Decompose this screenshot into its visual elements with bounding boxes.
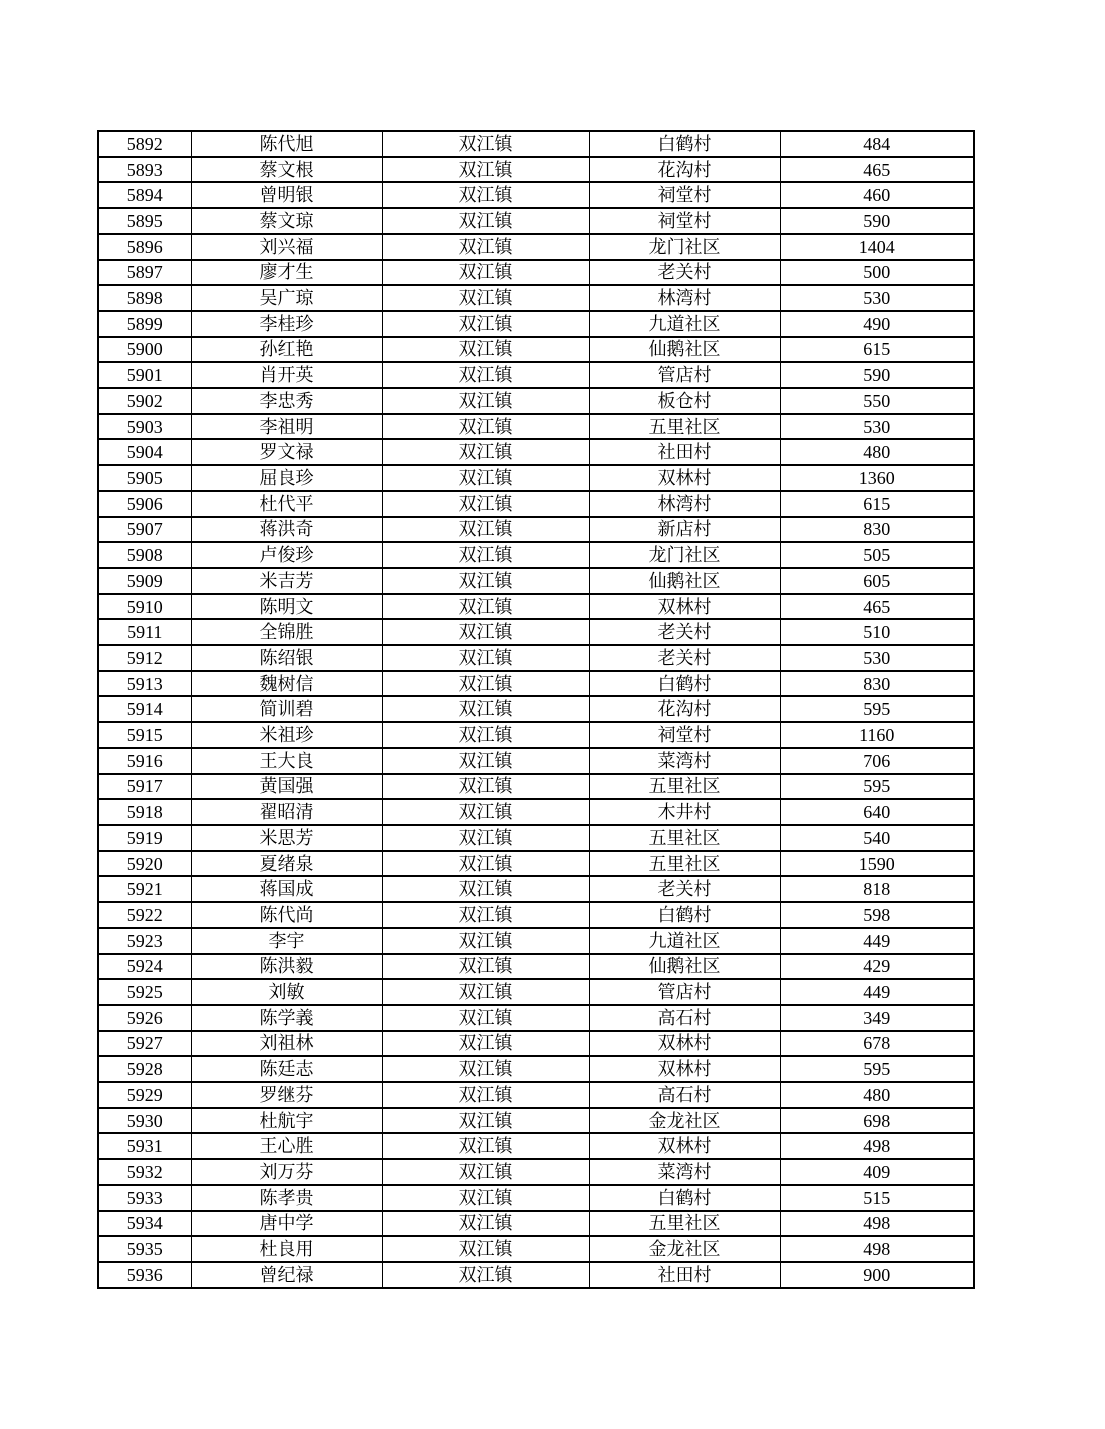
- cell-id: 5913: [98, 671, 191, 697]
- cell-town: 双江镇: [382, 876, 589, 902]
- cell-id: 5902: [98, 388, 191, 414]
- cell-name: 肖开英: [191, 362, 382, 388]
- cell-town: 双江镇: [382, 1211, 589, 1237]
- cell-village: 老关村: [589, 619, 780, 645]
- cell-id: 5893: [98, 157, 191, 183]
- table-row: [98, 491, 974, 517]
- cell-town: 双江镇: [382, 208, 589, 234]
- table-row: [98, 465, 974, 491]
- table-row: [98, 594, 974, 620]
- cell-name: 陈绍银: [191, 645, 382, 671]
- cell-amount: 510: [780, 619, 974, 645]
- cell-name: 罗继芬: [191, 1082, 382, 1108]
- table-row: [98, 1159, 974, 1185]
- cell-amount: 480: [780, 1082, 974, 1108]
- table-row: [98, 568, 974, 594]
- cell-amount: 349: [780, 1005, 974, 1031]
- cell-amount: 498: [780, 1133, 974, 1159]
- cell-name: 杜良用: [191, 1236, 382, 1262]
- table-row: [98, 1133, 974, 1159]
- table-row: [98, 876, 974, 902]
- cell-id: 5919: [98, 825, 191, 851]
- cell-name: 陈洪毅: [191, 954, 382, 980]
- cell-village: 祠堂村: [589, 722, 780, 748]
- cell-name: 李宇: [191, 928, 382, 954]
- cell-village: 龙门社区: [589, 234, 780, 260]
- cell-amount: 706: [780, 748, 974, 774]
- cell-id: 5926: [98, 1005, 191, 1031]
- cell-name: 陈代旭: [191, 131, 382, 157]
- cell-village: 社田村: [589, 1262, 780, 1288]
- cell-id: 5903: [98, 414, 191, 440]
- cell-village: 管店村: [589, 979, 780, 1005]
- cell-id: 5910: [98, 594, 191, 620]
- table-row: [98, 131, 974, 157]
- cell-amount: 449: [780, 979, 974, 1005]
- cell-village: 花沟村: [589, 696, 780, 722]
- table-row: [98, 1211, 974, 1237]
- roster-table-body: [98, 131, 974, 1288]
- cell-town: 双江镇: [382, 260, 589, 286]
- cell-amount: 498: [780, 1211, 974, 1237]
- cell-id: 5929: [98, 1082, 191, 1108]
- subsidy-roster-table: [97, 130, 975, 1289]
- cell-town: 双江镇: [382, 1133, 589, 1159]
- cell-amount: 595: [780, 774, 974, 800]
- cell-village: 仙鹅社区: [589, 568, 780, 594]
- cell-town: 双江镇: [382, 594, 589, 620]
- cell-amount: 429: [780, 954, 974, 980]
- cell-id: 5932: [98, 1159, 191, 1185]
- cell-name: 陈廷志: [191, 1056, 382, 1082]
- cell-id: 5897: [98, 260, 191, 286]
- table-row: [98, 517, 974, 543]
- cell-town: 双江镇: [382, 825, 589, 851]
- cell-name: 米思芳: [191, 825, 382, 851]
- cell-village: 林湾村: [589, 285, 780, 311]
- table-row: [98, 696, 974, 722]
- cell-name: 米吉芳: [191, 568, 382, 594]
- cell-village: 九道社区: [589, 311, 780, 337]
- cell-name: 米祖珍: [191, 722, 382, 748]
- cell-id: 5921: [98, 876, 191, 902]
- cell-id: 5928: [98, 1056, 191, 1082]
- cell-village: 新店村: [589, 517, 780, 543]
- cell-amount: 530: [780, 645, 974, 671]
- cell-village: 双林村: [589, 465, 780, 491]
- cell-amount: 678: [780, 1031, 974, 1057]
- cell-village: 双林村: [589, 1031, 780, 1057]
- cell-amount: 484: [780, 131, 974, 157]
- cell-id: 5909: [98, 568, 191, 594]
- cell-name: 李祖明: [191, 414, 382, 440]
- cell-village: 老关村: [589, 260, 780, 286]
- table-row: [98, 1262, 974, 1288]
- cell-id: 5931: [98, 1133, 191, 1159]
- cell-amount: 490: [780, 311, 974, 337]
- table-row: [98, 1082, 974, 1108]
- cell-amount: 900: [780, 1262, 974, 1288]
- cell-amount: 530: [780, 285, 974, 311]
- cell-amount: 530: [780, 414, 974, 440]
- cell-town: 双江镇: [382, 619, 589, 645]
- cell-amount: 515: [780, 1185, 974, 1211]
- cell-village: 五里社区: [589, 1211, 780, 1237]
- cell-name: 王心胜: [191, 1133, 382, 1159]
- cell-name: 刘祖林: [191, 1031, 382, 1057]
- cell-amount: 830: [780, 671, 974, 697]
- cell-id: 5917: [98, 774, 191, 800]
- cell-name: 杜航宇: [191, 1108, 382, 1134]
- cell-town: 双江镇: [382, 157, 589, 183]
- cell-name: 翟昭清: [191, 799, 382, 825]
- table-row: [98, 234, 974, 260]
- cell-name: 简训碧: [191, 696, 382, 722]
- cell-id: 5927: [98, 1031, 191, 1057]
- cell-amount: 830: [780, 517, 974, 543]
- table-row: [98, 671, 974, 697]
- cell-amount: 1404: [780, 234, 974, 260]
- cell-town: 双江镇: [382, 671, 589, 697]
- table-row: [98, 619, 974, 645]
- cell-town: 双江镇: [382, 851, 589, 877]
- cell-id: 5901: [98, 362, 191, 388]
- table-row: [98, 260, 974, 286]
- cell-town: 双江镇: [382, 542, 589, 568]
- cell-town: 双江镇: [382, 902, 589, 928]
- cell-id: 5904: [98, 439, 191, 465]
- cell-village: 花沟村: [589, 157, 780, 183]
- cell-name: 蔡文根: [191, 157, 382, 183]
- cell-amount: 1160: [780, 722, 974, 748]
- cell-town: 双江镇: [382, 465, 589, 491]
- cell-id: 5896: [98, 234, 191, 260]
- cell-id: 5911: [98, 619, 191, 645]
- table-row: [98, 542, 974, 568]
- cell-id: 5900: [98, 337, 191, 363]
- cell-town: 双江镇: [382, 568, 589, 594]
- cell-name: 夏绪泉: [191, 851, 382, 877]
- cell-amount: 550: [780, 388, 974, 414]
- cell-name: 蔡文琼: [191, 208, 382, 234]
- cell-name: 孙红艳: [191, 337, 382, 363]
- table-row: [98, 337, 974, 363]
- cell-amount: 1590: [780, 851, 974, 877]
- cell-village: 老关村: [589, 876, 780, 902]
- cell-amount: 818: [780, 876, 974, 902]
- cell-amount: 505: [780, 542, 974, 568]
- cell-amount: 590: [780, 362, 974, 388]
- cell-amount: 698: [780, 1108, 974, 1134]
- table-row: [98, 954, 974, 980]
- cell-name: 卢俊珍: [191, 542, 382, 568]
- cell-name: 陈孝贵: [191, 1185, 382, 1211]
- cell-id: 5920: [98, 851, 191, 877]
- cell-town: 双江镇: [382, 1108, 589, 1134]
- cell-town: 双江镇: [382, 131, 589, 157]
- cell-amount: 480: [780, 439, 974, 465]
- cell-village: 仙鹅社区: [589, 954, 780, 980]
- table-row: [98, 1108, 974, 1134]
- cell-id: 5906: [98, 491, 191, 517]
- cell-town: 双江镇: [382, 311, 589, 337]
- cell-amount: 460: [780, 182, 974, 208]
- table-row: [98, 208, 974, 234]
- cell-name: 刘敏: [191, 979, 382, 1005]
- cell-town: 双江镇: [382, 774, 589, 800]
- cell-amount: 498: [780, 1236, 974, 1262]
- cell-village: 祠堂村: [589, 182, 780, 208]
- cell-amount: 595: [780, 696, 974, 722]
- table-row: [98, 1031, 974, 1057]
- cell-amount: 640: [780, 799, 974, 825]
- cell-village: 白鹤村: [589, 902, 780, 928]
- table-row: [98, 774, 974, 800]
- cell-town: 双江镇: [382, 722, 589, 748]
- cell-town: 双江镇: [382, 696, 589, 722]
- table-row: [98, 902, 974, 928]
- table-row: [98, 1185, 974, 1211]
- cell-town: 双江镇: [382, 748, 589, 774]
- cell-town: 双江镇: [382, 234, 589, 260]
- cell-town: 双江镇: [382, 491, 589, 517]
- cell-name: 王大良: [191, 748, 382, 774]
- cell-village: 白鹤村: [589, 1185, 780, 1211]
- cell-amount: 500: [780, 260, 974, 286]
- cell-town: 双江镇: [382, 1031, 589, 1057]
- table-row: [98, 722, 974, 748]
- cell-village: 板仓村: [589, 388, 780, 414]
- table-row: [98, 311, 974, 337]
- cell-village: 白鹤村: [589, 671, 780, 697]
- cell-name: 全锦胜: [191, 619, 382, 645]
- cell-id: 5930: [98, 1108, 191, 1134]
- table-row: [98, 388, 974, 414]
- cell-town: 双江镇: [382, 799, 589, 825]
- cell-amount: 465: [780, 594, 974, 620]
- cell-id: 5924: [98, 954, 191, 980]
- cell-village: 仙鹅社区: [589, 337, 780, 363]
- cell-id: 5922: [98, 902, 191, 928]
- cell-town: 双江镇: [382, 388, 589, 414]
- table-row: [98, 1056, 974, 1082]
- cell-village: 菜湾村: [589, 1159, 780, 1185]
- cell-id: 5914: [98, 696, 191, 722]
- cell-village: 金龙社区: [589, 1236, 780, 1262]
- cell-amount: 595: [780, 1056, 974, 1082]
- table-row: [98, 928, 974, 954]
- cell-name: 廖才生: [191, 260, 382, 286]
- cell-amount: 540: [780, 825, 974, 851]
- cell-name: 蒋洪奇: [191, 517, 382, 543]
- table-row: [98, 979, 974, 1005]
- cell-town: 双江镇: [382, 1005, 589, 1031]
- cell-village: 管店村: [589, 362, 780, 388]
- table-row: [98, 748, 974, 774]
- cell-town: 双江镇: [382, 979, 589, 1005]
- cell-id: 5915: [98, 722, 191, 748]
- cell-id: 5933: [98, 1185, 191, 1211]
- table-row: [98, 1236, 974, 1262]
- cell-name: 蒋国成: [191, 876, 382, 902]
- cell-village: 龙门社区: [589, 542, 780, 568]
- cell-id: 5923: [98, 928, 191, 954]
- cell-name: 魏树信: [191, 671, 382, 697]
- cell-name: 陈学義: [191, 1005, 382, 1031]
- cell-id: 5908: [98, 542, 191, 568]
- cell-village: 五里社区: [589, 851, 780, 877]
- cell-name: 陈明文: [191, 594, 382, 620]
- table-row: [98, 157, 974, 183]
- cell-id: 5898: [98, 285, 191, 311]
- table-row: [98, 414, 974, 440]
- cell-name: 李桂珍: [191, 311, 382, 337]
- cell-amount: 615: [780, 337, 974, 363]
- cell-town: 双江镇: [382, 1236, 589, 1262]
- cell-town: 双江镇: [382, 337, 589, 363]
- cell-amount: 465: [780, 157, 974, 183]
- cell-town: 双江镇: [382, 1082, 589, 1108]
- cell-name: 唐中学: [191, 1211, 382, 1237]
- cell-id: 5892: [98, 131, 191, 157]
- cell-amount: 615: [780, 491, 974, 517]
- cell-id: 5912: [98, 645, 191, 671]
- cell-village: 金龙社区: [589, 1108, 780, 1134]
- cell-village: 菜湾村: [589, 748, 780, 774]
- cell-town: 双江镇: [382, 1262, 589, 1288]
- cell-village: 双林村: [589, 1056, 780, 1082]
- cell-town: 双江镇: [382, 1056, 589, 1082]
- cell-id: 5934: [98, 1211, 191, 1237]
- cell-name: 曾纪禄: [191, 1262, 382, 1288]
- cell-name: 曾明银: [191, 182, 382, 208]
- cell-amount: 449: [780, 928, 974, 954]
- table-row: [98, 439, 974, 465]
- cell-name: 李忠秀: [191, 388, 382, 414]
- cell-amount: 605: [780, 568, 974, 594]
- table-row: [98, 182, 974, 208]
- cell-id: 5894: [98, 182, 191, 208]
- cell-id: 5935: [98, 1236, 191, 1262]
- cell-id: 5899: [98, 311, 191, 337]
- cell-id: 5936: [98, 1262, 191, 1288]
- cell-town: 双江镇: [382, 1185, 589, 1211]
- cell-name: 杜代平: [191, 491, 382, 517]
- cell-name: 刘兴福: [191, 234, 382, 260]
- cell-village: 高石村: [589, 1005, 780, 1031]
- cell-name: 罗文禄: [191, 439, 382, 465]
- cell-village: 木井村: [589, 799, 780, 825]
- cell-town: 双江镇: [382, 928, 589, 954]
- cell-town: 双江镇: [382, 362, 589, 388]
- cell-name: 刘万芬: [191, 1159, 382, 1185]
- table-row: [98, 851, 974, 877]
- cell-town: 双江镇: [382, 517, 589, 543]
- cell-village: 五里社区: [589, 774, 780, 800]
- cell-amount: 1360: [780, 465, 974, 491]
- cell-village: 高石村: [589, 1082, 780, 1108]
- cell-town: 双江镇: [382, 414, 589, 440]
- cell-id: 5918: [98, 799, 191, 825]
- cell-village: 社田村: [589, 439, 780, 465]
- cell-village: 双林村: [589, 1133, 780, 1159]
- cell-village: 双林村: [589, 594, 780, 620]
- table-row: [98, 645, 974, 671]
- table-row: [98, 1005, 974, 1031]
- cell-village: 白鹤村: [589, 131, 780, 157]
- cell-id: 5907: [98, 517, 191, 543]
- cell-village: 九道社区: [589, 928, 780, 954]
- cell-name: 陈代尚: [191, 902, 382, 928]
- cell-village: 老关村: [589, 645, 780, 671]
- cell-id: 5925: [98, 979, 191, 1005]
- cell-town: 双江镇: [382, 954, 589, 980]
- cell-amount: 590: [780, 208, 974, 234]
- cell-village: 林湾村: [589, 491, 780, 517]
- table-row: [98, 362, 974, 388]
- cell-village: 五里社区: [589, 414, 780, 440]
- cell-town: 双江镇: [382, 439, 589, 465]
- cell-name: 吴广琼: [191, 285, 382, 311]
- cell-name: 黄国强: [191, 774, 382, 800]
- cell-village: 祠堂村: [589, 208, 780, 234]
- table-row: [98, 799, 974, 825]
- cell-id: 5895: [98, 208, 191, 234]
- cell-amount: 598: [780, 902, 974, 928]
- cell-id: 5916: [98, 748, 191, 774]
- cell-town: 双江镇: [382, 645, 589, 671]
- table-row: [98, 285, 974, 311]
- cell-town: 双江镇: [382, 182, 589, 208]
- cell-name: 屈良珍: [191, 465, 382, 491]
- cell-town: 双江镇: [382, 285, 589, 311]
- cell-village: 五里社区: [589, 825, 780, 851]
- table-row: [98, 825, 974, 851]
- cell-town: 双江镇: [382, 1159, 589, 1185]
- cell-id: 5905: [98, 465, 191, 491]
- cell-amount: 409: [780, 1159, 974, 1185]
